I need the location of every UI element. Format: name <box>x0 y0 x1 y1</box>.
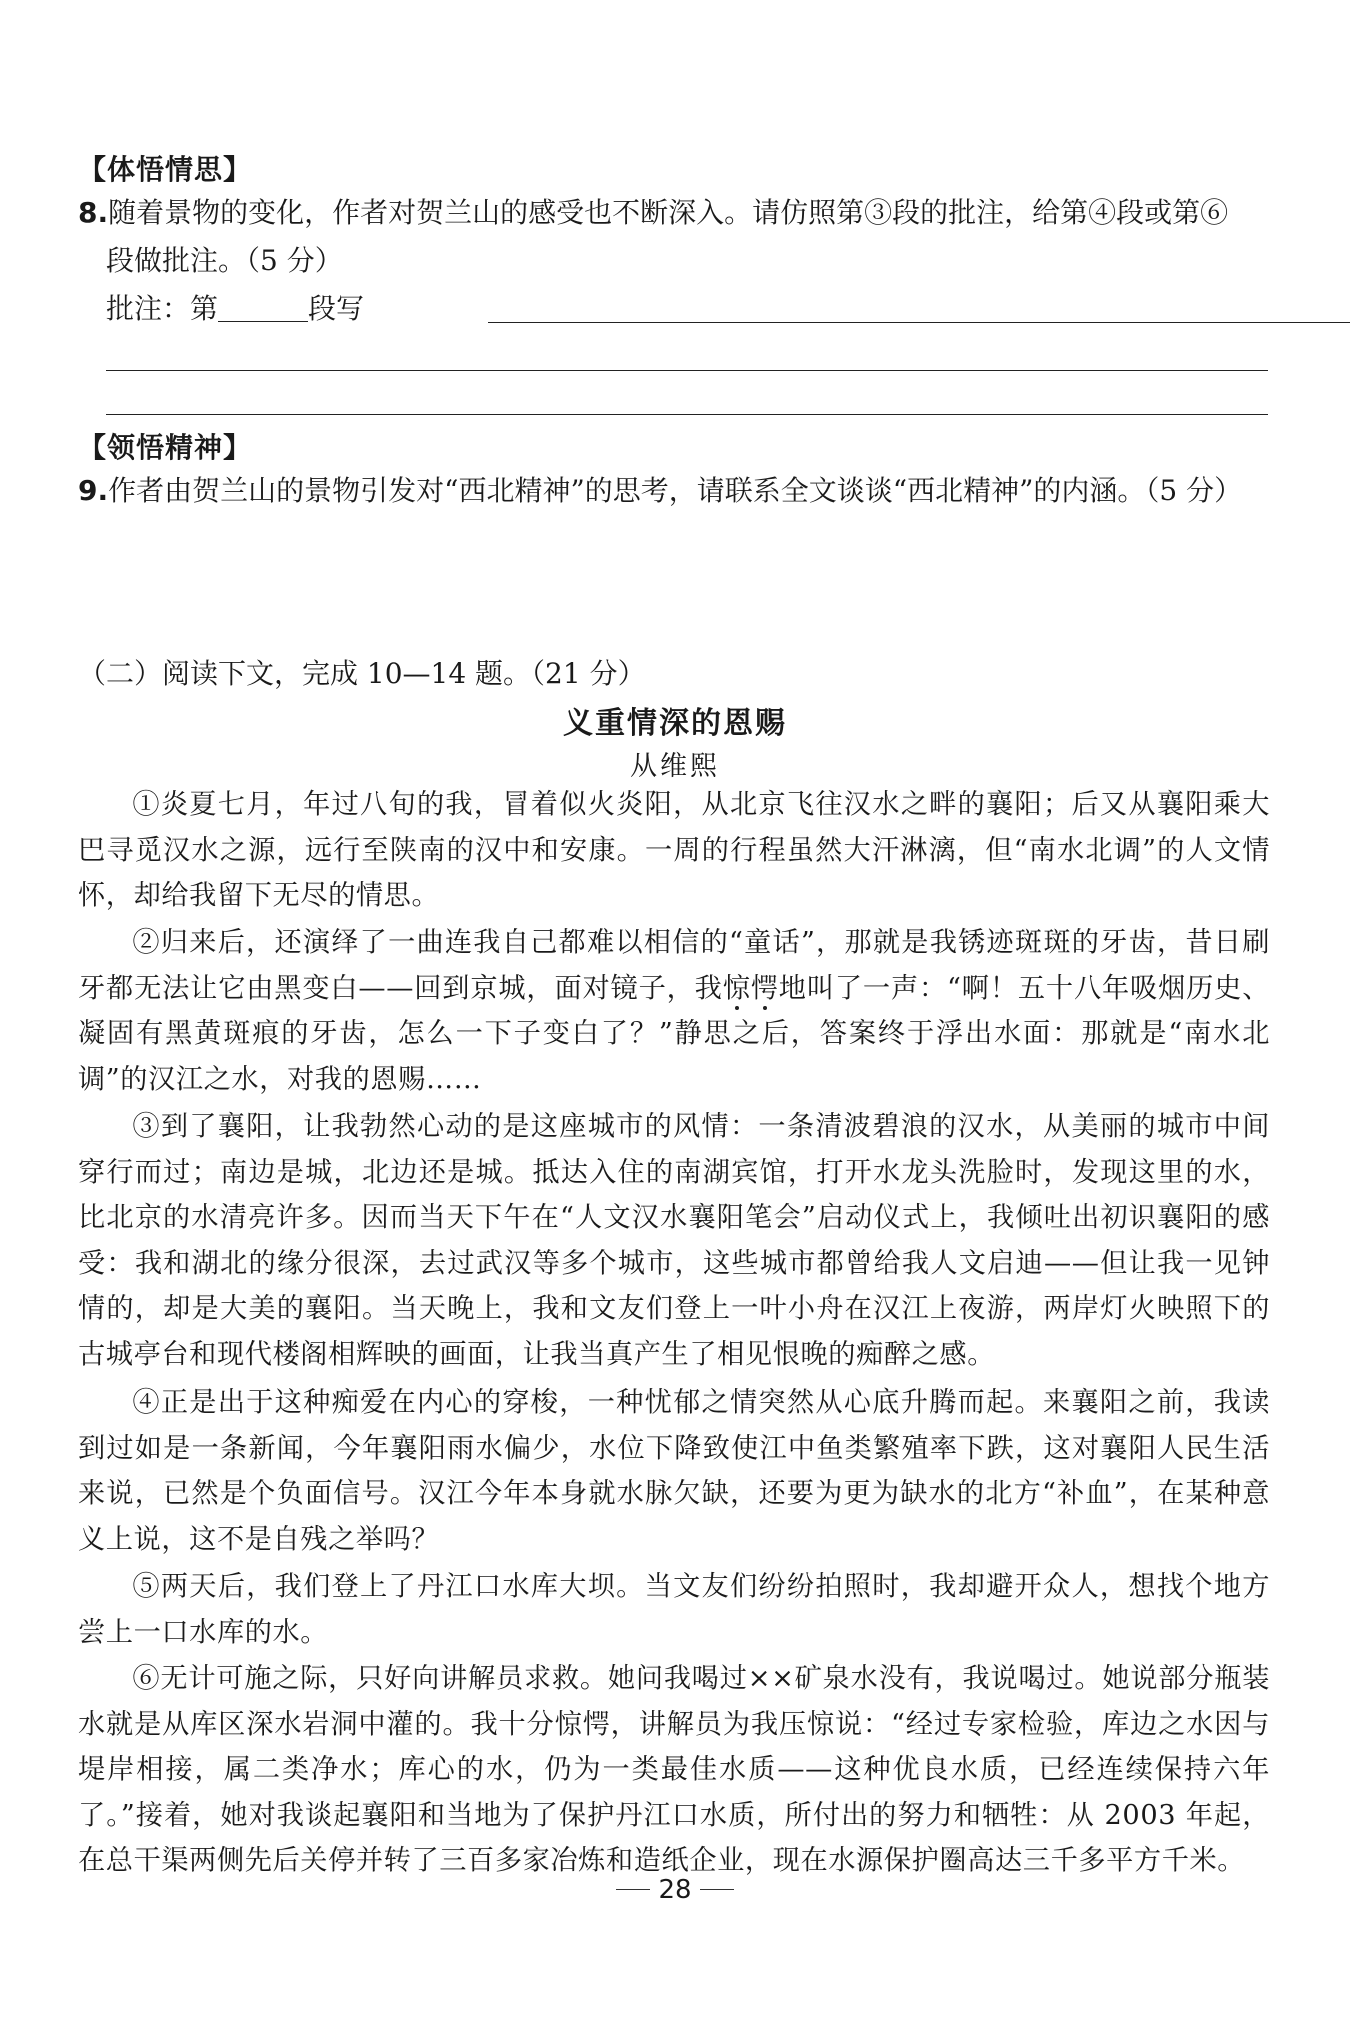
dash-right <box>700 1889 734 1890</box>
question-8-number: 8. <box>78 196 109 229</box>
question-8-answer-row <box>106 288 1266 330</box>
paragraph-4: ④正是出于这种痴爱在内心的穿梭，一种忧郁之情突然从心底升腾而起。来襄阳之前，我读到过如是一条新闻，今年襄阳雨水偏少，水位下降致使江中鱼类繁殖率下跌，这对襄阳人民生活来说，已然是个负面信号。汉江今年本身就水脉欠缺，还要为更为缺水的北方“补血”，在某种意义上说，这不是自残之举吗？ <box>78 1387 1270 1555</box>
page-number <box>0 1875 1350 1905</box>
question-9-text: 作者由贺兰山的景物引发对“西北精神”的思考，请联系全文谈谈“西北精神”的内涵。（5 分） <box>108 474 1243 507</box>
answer-mid: 段写 <box>308 292 365 325</box>
question-8-line1 <box>78 192 1228 234</box>
paragraph-1: ①炎夏七月，年过八旬的我，冒着似火炎阳，从北京飞往汉水之畔的襄阳；后又从襄阳乘大巴寻觅汉水之源，远行至陕南的汉中和安康。一周的行程虽然大汗淋漓，但“南水北调”的人文情怀，却给我留下无尽的情思。 <box>78 789 1270 911</box>
emphasis-char-1: 惊 <box>722 972 751 1004</box>
paragraph-number-blank[interactable] <box>218 291 308 322</box>
article-title: 义重情深的恩赐 <box>563 706 787 741</box>
reading-intro: （二）阅读下文，完成 10—14 题。（21 分） <box>78 657 646 690</box>
answer-line-3[interactable] <box>106 414 1268 415</box>
emphasis-char-2: 愕 <box>750 972 779 1004</box>
answer-line-2[interactable] <box>106 370 1268 371</box>
section-heading-lingwu: 【领悟精神】 <box>78 431 253 464</box>
paragraph-6: ⑥无计可施之际，只好向讲解员求救。她问我喝过××矿泉水没有，我说喝过。她说部分瓶装水就是从库区深水岩洞中灌的。我十分惊愕，讲解员为我压惊说：“经过专家检验，库边之水因与堤岸相接，属二类净水；库心的水，仍为一类最佳水质——这种优良水质，已经连续保持六年了。”接着，她对我谈起襄阳和当地为了保护丹江口水质，所付出的努力和牺牲：从 2003 年起，在总干渠两侧先后关停并转了三百多家冶炼和造纸企业，现在水源保护圈高达三千多平方千米。 <box>78 1663 1270 1876</box>
paragraph-5: ⑤两天后，我们登上了丹江口水库大坝。当文友们纷纷拍照时，我却避开众人，想找个地方尝上一口水库的水。 <box>78 1571 1270 1648</box>
question-8-line2: 段做批注。（5 分） <box>106 244 343 277</box>
question-8-text: 随着景物的变化，作者对贺兰山的感受也不断深入。请仿照第③段的批注，给第④段或第⑥ <box>108 196 1229 229</box>
question-9 <box>78 470 1242 512</box>
paragraph-2-part-a: ②归来后，还演绎了一曲连我自己都难以相信的“童话”，那就是我锈迹斑斑的牙齿，昔日刷牙都无法让它由黑变白——回到京城，面对镜子，我 <box>78 927 1270 1004</box>
answer-prefix: 批注：第 <box>106 292 219 325</box>
dash-left <box>616 1889 650 1890</box>
annotation-blank-line[interactable] <box>488 322 1350 323</box>
page-number-text: 28 <box>658 1875 692 1905</box>
question-9-number: 9. <box>78 474 109 507</box>
section-heading-tiwu: 【体悟情思】 <box>78 153 253 186</box>
paragraph-3: ③到了襄阳，让我勃然心动的是这座城市的风情：一条清波碧浪的汉水，从美丽的城市中间穿行而过；南边是城，北边还是城。抵达入住的南湖宾馆，打开水龙头洗脸时，发现这里的水，比北京的水清亮许多。因而当天下午在“人文汉水襄阳笔会”启动仪式上，我倾吐出初识襄阳的感受：我和湖北的缘分很深，去过武汉等多个城市，这些城市都曾给我人文启迪——但让我一见钟情的，却是大美的襄阳。当天晚上，我和文友们登上一叶小舟在汉江上夜游，两岸灯火映照下的古城亭台和现代楼阁相辉映的画面，让我当真产生了相见恨晚的痴醉之感。 <box>78 1111 1270 1370</box>
article-author: 从维熙 <box>630 751 720 782</box>
paragraph-2 <box>78 920 1270 1102</box>
paragraph-2-part-b: 地叫了一声：“啊！五十八年吸烟历史、凝固有黑黄斑痕的牙齿，怎么一下子变白了？”静思之后，答案终于浮出水面：那就是“南水北调”的汉江之水，对我的恩赐…… <box>78 972 1270 1095</box>
